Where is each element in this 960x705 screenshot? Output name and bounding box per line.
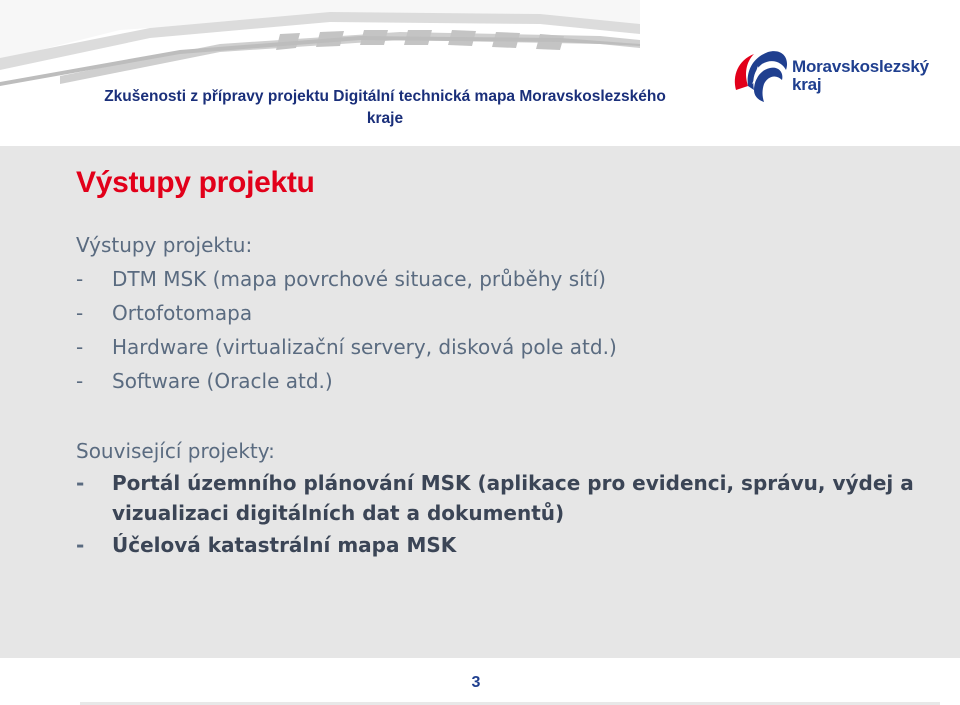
list-item (76, 364, 936, 398)
presentation-title (70, 86, 700, 130)
bullet-dash: - (76, 301, 84, 325)
slide-title: Výstupy projektu (76, 166, 315, 199)
bullet-dash: - (76, 471, 85, 495)
list-item-text: Účelová katastrální mapa MSK (112, 533, 457, 557)
related-heading: Související projekty: (76, 439, 275, 463)
list-item (76, 296, 936, 330)
bullet-dash: - (76, 533, 85, 557)
list-item (76, 468, 936, 528)
region-logo-line2: kraj (792, 75, 822, 94)
list-item-text: Ortofotomapa (112, 301, 253, 325)
region-emblem-icon (728, 46, 790, 108)
outputs-list (76, 262, 936, 398)
list-item-text: Portál územního plánování MSK (aplikace pro evidenci, správu, výdej a vizualizaci digitálních dat a dokumentů) (112, 471, 914, 525)
list-item-text: Software (Oracle atd.) (112, 369, 333, 393)
list-item (76, 262, 936, 296)
bullet-dash: - (76, 335, 84, 359)
page-number: 3 (471, 674, 481, 691)
region-logo-text (792, 58, 929, 94)
bullet-dash: - (76, 267, 84, 291)
list-item (76, 330, 936, 364)
presentation-title-line1: Zkušenosti z přípravy projektu Digitální technická mapa Moravskoslezského (104, 88, 666, 105)
bullet-dash: - (76, 369, 84, 393)
slide-header (0, 0, 960, 146)
related-section (76, 434, 936, 560)
header-stripes-decoration (0, 0, 640, 90)
slide-content (0, 146, 960, 658)
list-item-text: DTM MSK (mapa povrchové situace, průběhy sítí) (112, 267, 606, 291)
outputs-heading: Výstupy projektu: (76, 233, 253, 257)
list-item (76, 530, 936, 560)
list-item-text: Hardware (virtualizační servery, disková pole atd.) (112, 335, 617, 359)
slide-footer (0, 658, 960, 705)
outputs-section (76, 228, 936, 398)
region-logo (728, 46, 928, 110)
presentation-title-line2: kraje (366, 110, 404, 127)
related-list (76, 468, 936, 560)
region-logo-line1: Moravskoslezský (792, 57, 929, 76)
